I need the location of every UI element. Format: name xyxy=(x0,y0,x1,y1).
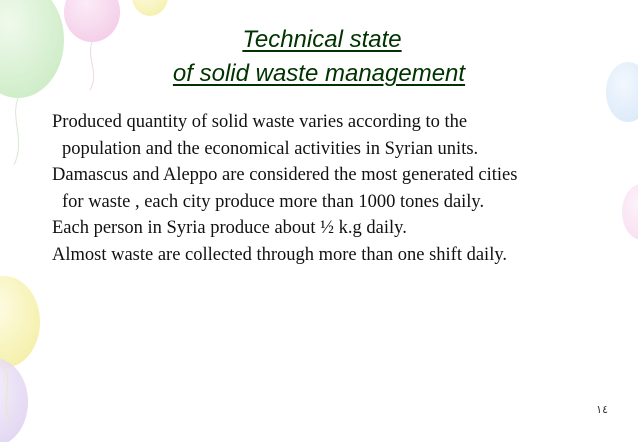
balloon-string xyxy=(14,98,19,165)
body-paragraph-3: Each person in Syria produce about ½ k.g daily. xyxy=(52,218,407,238)
balloon-yellow-top xyxy=(132,0,168,16)
slide-body xyxy=(52,109,522,268)
body-paragraph-2: Damascus and Aleppo are considered the most generated cities for waste , each city produce more than 1000 tones daily. xyxy=(52,165,518,212)
balloon-lavender-bottom-left xyxy=(0,358,28,442)
slide-title-line-1: Technical state xyxy=(242,26,402,53)
balloon-pink-right xyxy=(622,184,638,240)
slide-title-line-2: of solid waste management xyxy=(172,60,466,87)
page-number: ١٤ xyxy=(596,403,608,416)
body-paragraph-1: Produced quantity of solid waste varies according to the population and the economical activities in Syrian units. xyxy=(52,112,479,159)
body-paragraph-4: Almost waste are collected through more than one shift daily. xyxy=(52,244,508,265)
balloon-yellow-bottom-left xyxy=(0,276,40,368)
